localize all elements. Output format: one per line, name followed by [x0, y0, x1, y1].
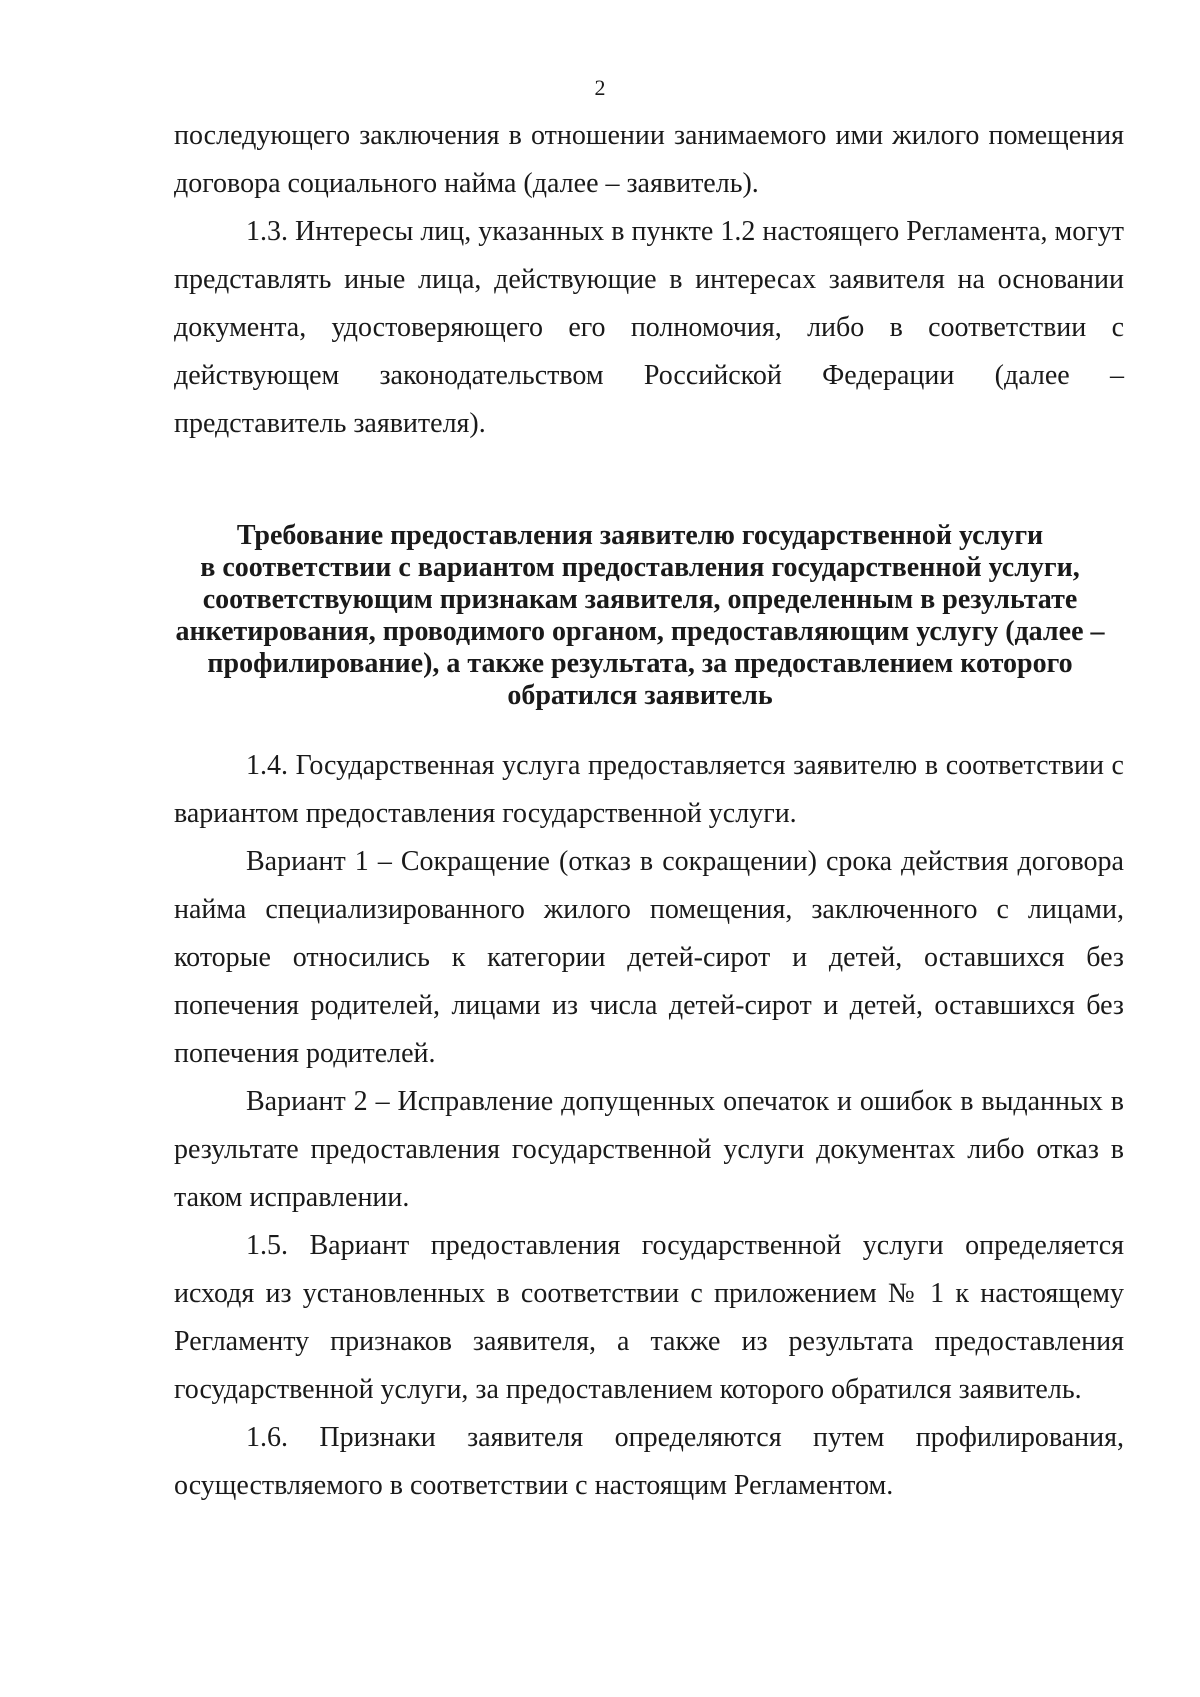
page-number: 2: [594, 75, 606, 100]
section-heading: [150, 520, 1130, 712]
paragraph-continued: последующего заключения в отношении занимаемого ими жилого помещения договора социального найма (далее – заявитель).: [174, 120, 1124, 199]
paragraph-1-6: 1.6. Признаки заявителя определяются путем профилирования, осуществляемого в соответствии с настоящим Регламентом.: [174, 1422, 1124, 1501]
heading-line: соответствующим признакам заявителя, определенным в результате: [202, 584, 1078, 615]
variant-2: Вариант 2 – Исправление допущенных опечаток и ошибок в выданных в результате предоставления государственной услуги документах либо отказ в таком исправлении.: [174, 1086, 1124, 1213]
heading-line: Требование предоставления заявителю государственной услуги: [236, 520, 1044, 551]
heading-line: в соответствии с вариантом предоставления государственной услуги,: [200, 552, 1080, 583]
heading-line: профилирование), а также результата, за предоставлением которого: [207, 648, 1073, 679]
heading-line: обратился заявитель: [507, 680, 773, 711]
paragraph-1-3: 1.3. Интересы лиц, указанных в пункте 1.2 настоящего Регламента, могут представлять иные лица, действующие в интересах заявителя на основании документа, удостоверяющего его полномочия, либо в соответствии с действующем законодательством Российской Федерации (далее – представитель заявителя).: [174, 216, 1124, 439]
heading-line: анкетирования, проводимого органом, предоставляющим услугу (далее –: [175, 616, 1105, 647]
variant-1: Вариант 1 – Сокращение (отказ в сокращении) срока действия договора найма специализированного жилого помещения, заключенного с лицами, которые относились к категории детей-сирот и детей, оставшихся без попечения родителей, лицами из числа детей-сирот и детей, оставшихся без попечения родителей.: [174, 846, 1124, 1069]
paragraph-1-5: 1.5. Вариант предоставления государственной услуги определяется исходя из установленных в соответствии с приложением № 1 к настоящему Регламенту признаков заявителя, а также из результата предоставления государственной услуги, за предоставлением которого обратился заявитель.: [174, 1230, 1124, 1405]
paragraph-1-4: 1.4. Государственная услуга предоставляется заявителю в соответствии с вариантом предоставления государственной услуги.: [174, 750, 1124, 829]
